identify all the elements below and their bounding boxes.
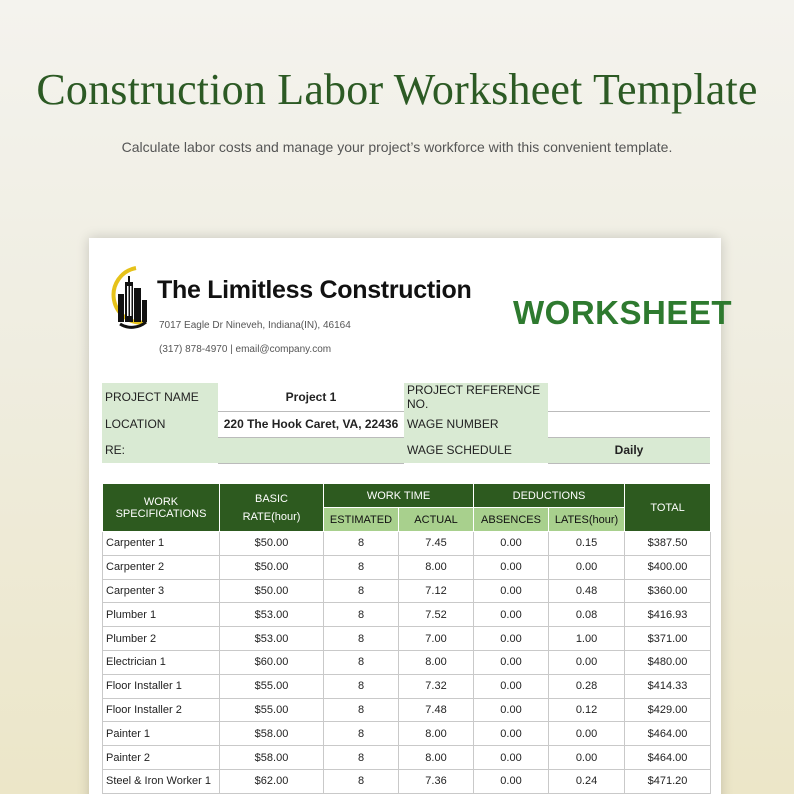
cell-spec[interactable]: Plumber 1	[103, 603, 220, 627]
table-row	[103, 532, 711, 556]
cell-rate[interactable]: $55.00	[220, 698, 324, 722]
header-actual: ACTUAL	[399, 508, 474, 532]
company-address: 7017 Eagle Dr Nineveh, Indiana(IN), 46164	[159, 320, 351, 331]
cell-total[interactable]: $429.00	[625, 698, 711, 722]
cell-rate[interactable]: $62.00	[220, 769, 324, 793]
cell-actual[interactable]: 7.12	[399, 579, 474, 603]
header-estimated: ESTIMATED	[324, 508, 399, 532]
re-label: RE:	[102, 437, 218, 463]
company-name: The Limitless Construction	[157, 276, 472, 304]
wage-schedule-field[interactable]: Daily	[548, 437, 710, 463]
cell-estimated[interactable]: 8	[324, 650, 399, 674]
cell-rate[interactable]: $58.00	[220, 722, 324, 746]
cell-rate[interactable]: $60.00	[220, 650, 324, 674]
cell-total[interactable]: $416.93	[625, 603, 711, 627]
cell-actual[interactable]: 8.00	[399, 746, 474, 770]
cell-spec[interactable]: Painter 1	[103, 722, 220, 746]
cell-total[interactable]: $414.33	[625, 674, 711, 698]
worksheet-document	[89, 238, 732, 794]
cell-actual[interactable]: 7.00	[399, 627, 474, 651]
cell-total[interactable]: $387.50	[625, 532, 711, 556]
info-row	[102, 383, 710, 411]
cell-estimated[interactable]: 8	[324, 674, 399, 698]
cell-absences[interactable]: 0.00	[474, 746, 549, 770]
cell-lates[interactable]: 0.08	[549, 603, 625, 627]
cell-spec[interactable]: Carpenter 1	[103, 532, 220, 556]
project-info-table	[102, 383, 710, 464]
cell-lates[interactable]: 0.00	[549, 746, 625, 770]
cell-actual[interactable]: 8.00	[399, 722, 474, 746]
table-row	[103, 579, 711, 603]
cell-absences[interactable]: 0.00	[474, 603, 549, 627]
cell-estimated[interactable]: 8	[324, 532, 399, 556]
cell-actual[interactable]: 7.48	[399, 698, 474, 722]
cell-absences[interactable]: 0.00	[474, 627, 549, 651]
cell-spec[interactable]: Steel & Iron Worker 1	[103, 769, 220, 793]
cell-lates[interactable]: 1.00	[549, 627, 625, 651]
labor-table	[102, 483, 711, 794]
reference-field[interactable]	[548, 383, 710, 411]
cell-rate[interactable]: $50.00	[220, 532, 324, 556]
company-contact: (317) 878-4970 | email@company.com	[159, 344, 332, 355]
info-row	[102, 411, 710, 437]
cell-spec[interactable]: Painter 2	[103, 746, 220, 770]
cell-spec[interactable]: Carpenter 3	[103, 579, 220, 603]
cell-estimated[interactable]: 8	[324, 722, 399, 746]
table-row	[103, 674, 711, 698]
header-basic-rate-line1: BASIC	[254, 492, 288, 505]
table-row	[103, 698, 711, 722]
project-name-label: PROJECT NAME	[102, 383, 218, 411]
cell-estimated[interactable]: 8	[324, 579, 399, 603]
building-skyline-icon	[106, 264, 154, 336]
table-row	[103, 627, 711, 651]
cell-absences[interactable]: 0.00	[474, 650, 549, 674]
re-field[interactable]	[218, 437, 404, 463]
cell-spec[interactable]: Floor Installer 2	[103, 698, 220, 722]
cell-estimated[interactable]: 8	[324, 769, 399, 793]
cell-actual[interactable]: 7.32	[399, 674, 474, 698]
cell-actual[interactable]: 7.45	[399, 532, 474, 556]
cell-lates[interactable]: 0.48	[549, 579, 625, 603]
table-row	[103, 722, 711, 746]
table-row	[103, 650, 711, 674]
wage-schedule-label: WAGE SCHEDULE	[404, 437, 548, 463]
cell-rate[interactable]: $53.00	[220, 603, 324, 627]
cell-absences[interactable]: 0.00	[474, 769, 549, 793]
cell-total[interactable]: $471.20	[625, 769, 711, 793]
header-lates: LATES(hour)	[549, 508, 625, 532]
header-basic-rate	[220, 484, 324, 532]
cell-rate[interactable]: $50.00	[220, 579, 324, 603]
header-total: TOTAL	[625, 484, 711, 532]
cell-absences[interactable]: 0.00	[474, 722, 549, 746]
cell-actual[interactable]: 7.36	[399, 769, 474, 793]
location-label: LOCATION	[102, 411, 218, 437]
cell-total[interactable]: $464.00	[625, 746, 711, 770]
cell-estimated[interactable]: 8	[324, 603, 399, 627]
table-row	[103, 603, 711, 627]
cell-rate[interactable]: $55.00	[220, 674, 324, 698]
location-field[interactable]: 220 The Hook Caret, VA, 22436	[218, 411, 404, 437]
reference-label: PROJECT REFERENCE NO.	[404, 383, 548, 411]
cell-estimated[interactable]: 8	[324, 627, 399, 651]
cell-total[interactable]: $400.00	[625, 555, 711, 579]
cell-rate[interactable]: $50.00	[220, 555, 324, 579]
header-work-specifications: WORK SPECIFICATIONS	[103, 484, 220, 532]
project-name-field[interactable]: Project 1	[218, 383, 404, 411]
cell-spec[interactable]: Plumber 2	[103, 627, 220, 651]
cell-total[interactable]: $371.00	[625, 627, 711, 651]
page-title: Construction Labor Worksheet Template	[36, 65, 758, 114]
table-row	[103, 555, 711, 579]
worksheet-heading: WORKSHEET	[513, 294, 732, 331]
cell-lates[interactable]: 0.00	[549, 722, 625, 746]
cell-lates[interactable]: 0.24	[549, 769, 625, 793]
cell-absences[interactable]: 0.00	[474, 698, 549, 722]
page-subtitle: Calculate labor costs and manage your project’s workforce with this convenient template.	[121, 139, 673, 155]
cell-spec[interactable]: Carpenter 2	[103, 555, 220, 579]
cell-rate[interactable]: $58.00	[220, 746, 324, 770]
cell-lates[interactable]: 0.00	[549, 555, 625, 579]
cell-absences[interactable]: 0.00	[474, 579, 549, 603]
cell-spec[interactable]: Electrician 1	[103, 650, 220, 674]
header-row	[103, 484, 711, 508]
cell-absences[interactable]: 0.00	[474, 674, 549, 698]
cell-total[interactable]: $360.00	[625, 579, 711, 603]
cell-lates[interactable]: 0.15	[549, 532, 625, 556]
cell-actual[interactable]: 8.00	[399, 650, 474, 674]
cell-lates[interactable]: 0.12	[549, 698, 625, 722]
cell-total[interactable]: $480.00	[625, 650, 711, 674]
cell-lates[interactable]: 0.00	[549, 650, 625, 674]
header-absences: ABSENCES	[474, 508, 549, 532]
cell-actual[interactable]: 8.00	[399, 555, 474, 579]
info-row	[102, 437, 710, 463]
wage-number-field[interactable]	[548, 411, 710, 437]
cell-absences[interactable]: 0.00	[474, 555, 549, 579]
cell-actual[interactable]: 7.52	[399, 603, 474, 627]
table-row	[103, 769, 711, 793]
header-basic-rate-line2: RATE(hour)	[242, 510, 301, 523]
cell-spec[interactable]: Floor Installer 1	[103, 674, 220, 698]
cell-estimated[interactable]: 8	[324, 555, 399, 579]
cell-absences[interactable]: 0.00	[474, 532, 549, 556]
cell-lates[interactable]: 0.28	[549, 674, 625, 698]
header-deductions: DEDUCTIONS	[474, 484, 625, 508]
cell-total[interactable]: $464.00	[625, 722, 711, 746]
cell-estimated[interactable]: 8	[324, 698, 399, 722]
cell-rate[interactable]: $53.00	[220, 627, 324, 651]
table-row	[103, 746, 711, 770]
header-work-time: WORK TIME	[324, 484, 474, 508]
wage-number-label: WAGE NUMBER	[404, 411, 548, 437]
cell-estimated[interactable]: 8	[324, 746, 399, 770]
